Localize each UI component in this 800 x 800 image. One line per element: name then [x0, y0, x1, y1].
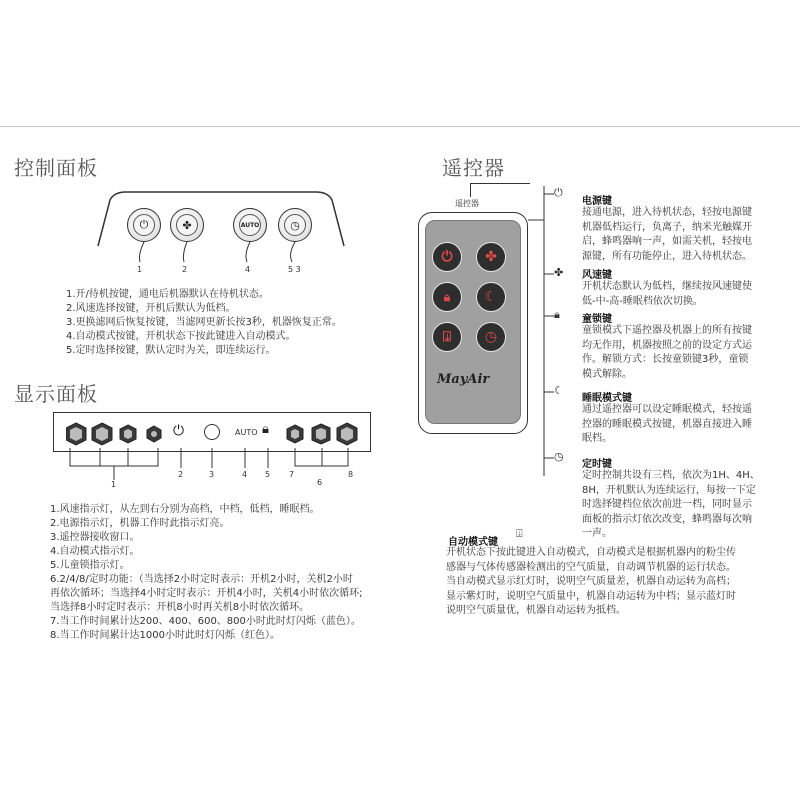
display-note: 再依次循环；当选择4小时定时表示：开机4小时，关机4小时依次循环; [50, 588, 363, 599]
auto-mode-icon: ⍗ [516, 527, 523, 540]
display-number-4: 4 [242, 470, 248, 479]
desc-line: 8H，开机默认为连续运行，每按一下定 [582, 484, 756, 496]
desc-line: 面板的指示灯依次改变，蜂鸣器每次响 [582, 513, 752, 525]
power-key-desc [582, 206, 797, 264]
desc-line: 时选择键档位依次前进一档，同时显示 [582, 499, 752, 510]
display-number-3: 3 [209, 470, 215, 479]
control-note: 4.自动模式按键，开机状态下按此键进入自动模式。 [66, 331, 296, 342]
timer-key-title: 定时键 [582, 459, 612, 470]
desc-line: 接通电源，进入待机状态，轻按电源键 [582, 207, 752, 218]
top-divider [0, 126, 800, 127]
remote-leaders [528, 186, 558, 476]
desc-line: 启，蜂鸣器响一声，如需关机，轻按电 [582, 236, 752, 247]
timer-icon: ◷ [484, 329, 498, 345]
control-number-4: 4 [245, 265, 251, 274]
remote-title: 遥控器 [442, 156, 505, 180]
power-icon: ⏻ [554, 186, 563, 199]
remote-label-leader [470, 183, 471, 197]
fan-key-desc [582, 280, 797, 309]
fan-key-title: 风速键 [582, 270, 612, 281]
display-note: 3.遥控器接收窗口。 [50, 532, 140, 543]
fan-led-sleep [147, 426, 161, 442]
auto-icon: AUTO [239, 214, 261, 236]
auto-mode-title: 自动模式键 [448, 537, 498, 548]
desc-line: 童锁模式下遥控器及机器上的所有按键 [582, 325, 752, 336]
remote-brand-logo: MayAir [437, 372, 490, 387]
display-panel-notes [50, 503, 410, 643]
fan-icon: ✤ [554, 266, 564, 279]
display-number-6: 6 [317, 478, 323, 487]
display-number-1: 1 [111, 480, 117, 489]
control-note: 3.更换滤网后恢复按键，当滤网更新长按3秒，机器恢复正常。 [66, 317, 342, 328]
timer-led-4h [312, 424, 330, 444]
desc-line: 通过遥控器可以设定睡眠模式，轻按遥 [582, 404, 752, 415]
display-note: 当选择8小时定时表示：开机8小时再关机8小时依次循环。 [50, 602, 310, 613]
remote-power-button[interactable] [432, 242, 462, 272]
control-panel-title: 控制面板 [14, 156, 98, 180]
remote-timer-button[interactable] [476, 322, 506, 352]
control-number-2: 2 [182, 265, 188, 274]
display-note: 2.电源指示灯，机器工作时此指示灯亮。 [50, 518, 230, 529]
control-panel-notes [66, 288, 396, 358]
control-number-1: 1 [137, 265, 143, 274]
lock-key-desc [582, 324, 797, 382]
desc-line: 说明空气质量优，机器自动运转为抵档。 [446, 605, 626, 616]
desc-line: 定时控制共设有三档，依次为1H、4H、 [582, 470, 760, 481]
control-timer-button[interactable] [278, 208, 312, 242]
auto-mode-icon: ⍗ [442, 329, 452, 345]
fan-led-medium [92, 423, 112, 445]
desc-line: 模式解除。 [582, 368, 632, 380]
remote-fan-button[interactable] [476, 242, 506, 272]
control-note: 5.定时选择按键，默认定时为关，即连续运行。 [66, 345, 276, 356]
sleep-key-title: 睡眠模式键 [582, 393, 632, 404]
sleep-key-desc [582, 403, 797, 447]
desc-line: 控器的睡眠模式按键，机器直接进入睡 [582, 418, 752, 430]
desc-line: 感器与气体传感器检测出的空气质量，自动调节机器的运行状态。 [446, 561, 736, 573]
display-number-8: 8 [348, 470, 354, 479]
power-icon: ⏻ [441, 249, 453, 265]
remote-sleep-button[interactable] [476, 282, 506, 312]
desc-line: 当自动模式显示红灯时，说明空气质量差，机器自动运转为高档； [446, 576, 736, 587]
remote-label-leader-h [470, 183, 530, 184]
sleep-icon: ☾ [484, 289, 498, 305]
control-number-53: 5 3 [288, 265, 301, 274]
display-note: 8.当工作时间累计达1000小时此时灯闪烁（红色）。 [50, 630, 280, 641]
auto-led-label: AUTO [235, 428, 258, 437]
desc-line: 开机状态默认为低档，继续按风速键使 [582, 281, 752, 292]
desc-line: 源键，所有功能停止，进入待机状态。 [582, 250, 752, 262]
desc-line: 一声。 [582, 528, 612, 539]
control-fan-button[interactable] [170, 208, 204, 242]
lock-led-icon: 🔒︎ [262, 422, 269, 437]
fan-icon: ✤ [176, 214, 198, 236]
sleep-icon: ☾ [554, 384, 564, 397]
auto-mode-desc [446, 546, 796, 619]
fan-led-low [120, 425, 136, 443]
desc-line: 眠档。 [582, 433, 612, 444]
desc-line: 低-中-高-睡眠档依次切换。 [582, 295, 703, 307]
desc-line: 开机状态下按此键进入自动模式，自动模式是根据机器内的粉尘传 [446, 547, 736, 558]
control-note: 1.开/待机按键，通电后机器默认在待机状态。 [66, 289, 269, 300]
display-number-2: 2 [178, 470, 184, 479]
timer-leds [285, 422, 361, 446]
remote-receiver-window [204, 424, 220, 440]
timer-key-desc [582, 469, 797, 542]
desc-line: 均无作用，机器按照之前的设定方式运 [582, 339, 752, 351]
fan-led-high [66, 423, 86, 445]
fan-speed-leds [66, 422, 166, 446]
power-icon: ⏻ [133, 214, 155, 236]
fan-icon: ✤ [485, 249, 497, 265]
remote-label: 遥控器 [455, 199, 479, 208]
control-auto-button[interactable] [233, 208, 267, 242]
display-number-5: 5 [265, 470, 271, 479]
desc-line: 作。解锁方式：长按童锁键3秒，童锁 [582, 354, 749, 365]
desc-line: 显示紫灯时，说明空气质量中，机器自动运转为中档；显示蓝灯时 [446, 590, 736, 602]
power-led-icon: ⏻ [173, 423, 185, 439]
remote-lock-button[interactable] [432, 282, 462, 312]
lock-key-title: 童锁键 [582, 314, 612, 325]
lock-icon: 🔒︎ [554, 308, 560, 321]
remote-auto-button[interactable] [432, 322, 462, 352]
lock-icon: 🔒︎ [443, 289, 451, 304]
timer-icon: ◷ [284, 214, 306, 236]
display-leaders [60, 446, 370, 488]
timer-icon: ◷ [554, 450, 564, 463]
display-panel-title: 显示面板 [14, 382, 98, 406]
display-number-7: 7 [289, 470, 295, 479]
control-power-button[interactable] [127, 208, 161, 242]
display-note: 5.儿童锁指示灯。 [50, 560, 130, 571]
timer-led-8h [337, 423, 357, 445]
power-key-title: 电源键 [582, 196, 612, 207]
timer-led-2h [287, 425, 303, 443]
display-note: 4.自动模式指示灯。 [50, 546, 140, 557]
display-note: 6.2/4/8/定时功能：（当选择2小时定时表示：开机2小时，关机2小时 [50, 574, 353, 585]
control-note: 2.风速选择按键，开机后默认为低档。 [66, 303, 236, 314]
desc-line: 机器低档运行，负离子，纳米光触媒开 [582, 221, 752, 233]
display-note: 1.风速指示灯，从左到右分别为高档，中档，低档，睡眠档。 [50, 504, 320, 515]
display-note: 7.当工作时间累计达200、400、600、800小时此时灯闪烁（蓝色）。 [50, 616, 361, 627]
